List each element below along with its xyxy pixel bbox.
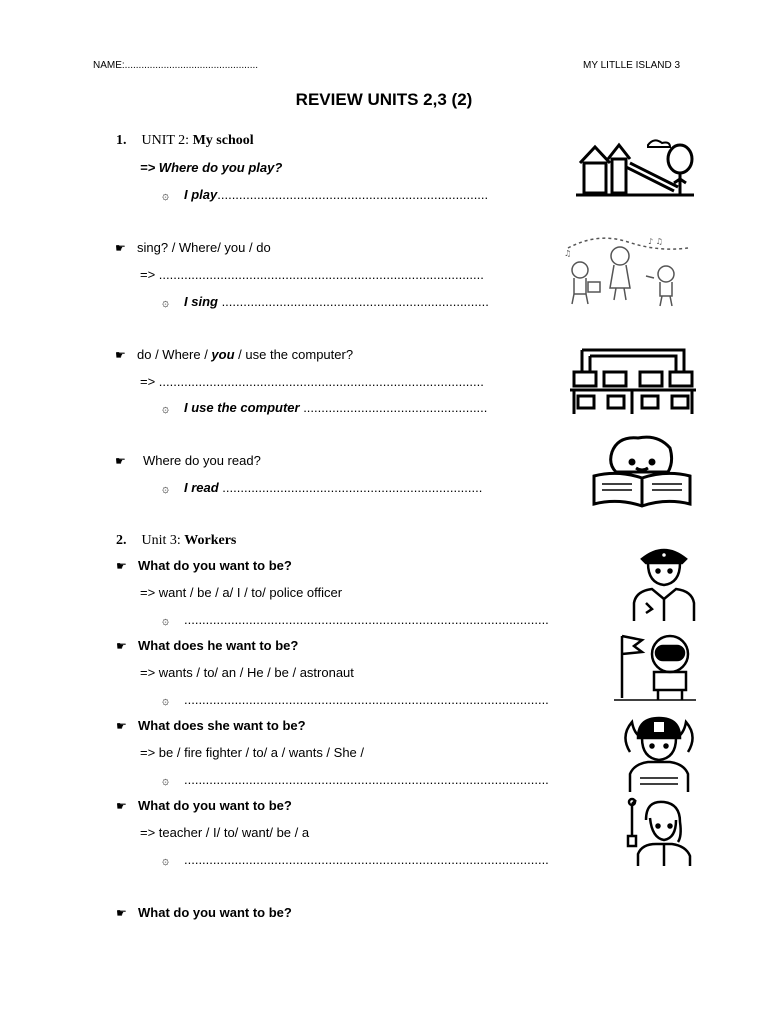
computer-lab-image: [568, 346, 698, 416]
q2-write-line[interactable]: => ..........................................................................................: [140, 267, 484, 282]
q3-answer-line[interactable]: ۞ I use the computer ...................................................: [162, 400, 488, 415]
svg-text:♫: ♫: [564, 249, 572, 258]
worker-answer-1[interactable]: ۞ .....................................................................................................: [162, 612, 549, 627]
pointing-hand-icon: ☛: [116, 799, 127, 813]
section-2-topic: Workers: [184, 533, 237, 548]
worker-question-1: ☛ What do you want to be?: [116, 558, 292, 573]
pointing-hand-icon: ☛: [115, 241, 126, 255]
worker-answer-2[interactable]: ۞ .....................................................................................................: [162, 692, 549, 707]
section-1-topic: My school: [192, 133, 254, 148]
q4-prompt: ☛ Where do you read?: [115, 453, 261, 468]
section-1-heading: [116, 133, 254, 149]
q2-prompt: ☛ sing? / Where/ you / do: [115, 240, 271, 255]
answer-mark-icon: ۞: [162, 693, 170, 707]
section-2-number: 2.: [116, 533, 127, 548]
q3-write-line[interactable]: => ..........................................................................................: [140, 374, 484, 389]
q4-answer-line[interactable]: ۞ I read ........................................................................: [162, 480, 483, 495]
pointing-hand-icon: ☛: [116, 719, 127, 733]
pointing-hand-icon: ☛: [115, 454, 126, 468]
section-2-heading: [116, 533, 236, 549]
singing-kids-image: [558, 228, 692, 308]
answer-mark-icon: ۞: [162, 853, 170, 867]
answer-mark-icon: ۞: [162, 773, 170, 787]
section-1-unit: UNIT 2:: [141, 133, 190, 148]
worker-answer-3[interactable]: ۞ .....................................................................................................: [162, 772, 549, 787]
pointing-hand-icon: ☛: [116, 906, 127, 920]
worker-question-3: ☛ What does she want to be?: [116, 718, 306, 733]
q1-answer-line[interactable]: ۞ I play...........................................................................: [162, 187, 489, 202]
page-title: REVIEW UNITS 2,3 (2): [295, 90, 473, 109]
worker-cue-1: => want / be / a/ I / to/ police officer: [140, 585, 343, 600]
reading-boy-image: [588, 432, 696, 508]
worker-cue-4: => teacher / I/ to/ want/ be / a: [140, 825, 310, 840]
answer-mark-icon: ۞: [162, 295, 170, 309]
firefighter-image: [620, 712, 698, 792]
final-question: ☛ What do you want to be?: [116, 905, 292, 920]
svg-text:♪ ♫: ♪ ♫: [648, 237, 663, 246]
playground-image: [570, 133, 698, 201]
book-title: MY LITLLE ISLAND 3: [583, 60, 681, 71]
q1-prompt: => Where do you play?: [140, 160, 283, 175]
worker-question-4: ☛ What do you want to be?: [116, 798, 292, 813]
answer-mark-icon: ۞: [162, 613, 170, 627]
worker-question-2: ☛ What does he want to be?: [116, 638, 299, 653]
name-field[interactable]: NAME:................................................: [93, 60, 259, 71]
pointing-hand-icon: ☛: [116, 639, 127, 653]
worker-cue-3: => be / fire fighter / to/ a / wants / She /: [140, 745, 365, 760]
answer-mark-icon: ۞: [162, 188, 170, 202]
pointing-hand-icon: ☛: [115, 348, 126, 362]
q2-answer-line[interactable]: ۞ I sing ..........................................................................: [162, 294, 489, 309]
answer-mark-icon: ۞: [162, 401, 170, 415]
answer-mark-icon: ۞: [162, 481, 170, 495]
worker-cue-2: => wants / to/ an / He / be / astronaut: [140, 665, 354, 680]
section-1-number: 1.: [116, 133, 127, 148]
section-2-unit: Unit 3:: [141, 533, 181, 548]
q3-prompt: ☛ do / Where / you / use the computer?: [115, 347, 354, 362]
pointing-hand-icon: ☛: [116, 559, 127, 573]
astronaut-image: [612, 632, 698, 702]
teacher-image: [622, 796, 698, 868]
worker-answer-4[interactable]: ۞ .....................................................................................................: [162, 852, 549, 867]
police-officer-image: [628, 541, 698, 623]
